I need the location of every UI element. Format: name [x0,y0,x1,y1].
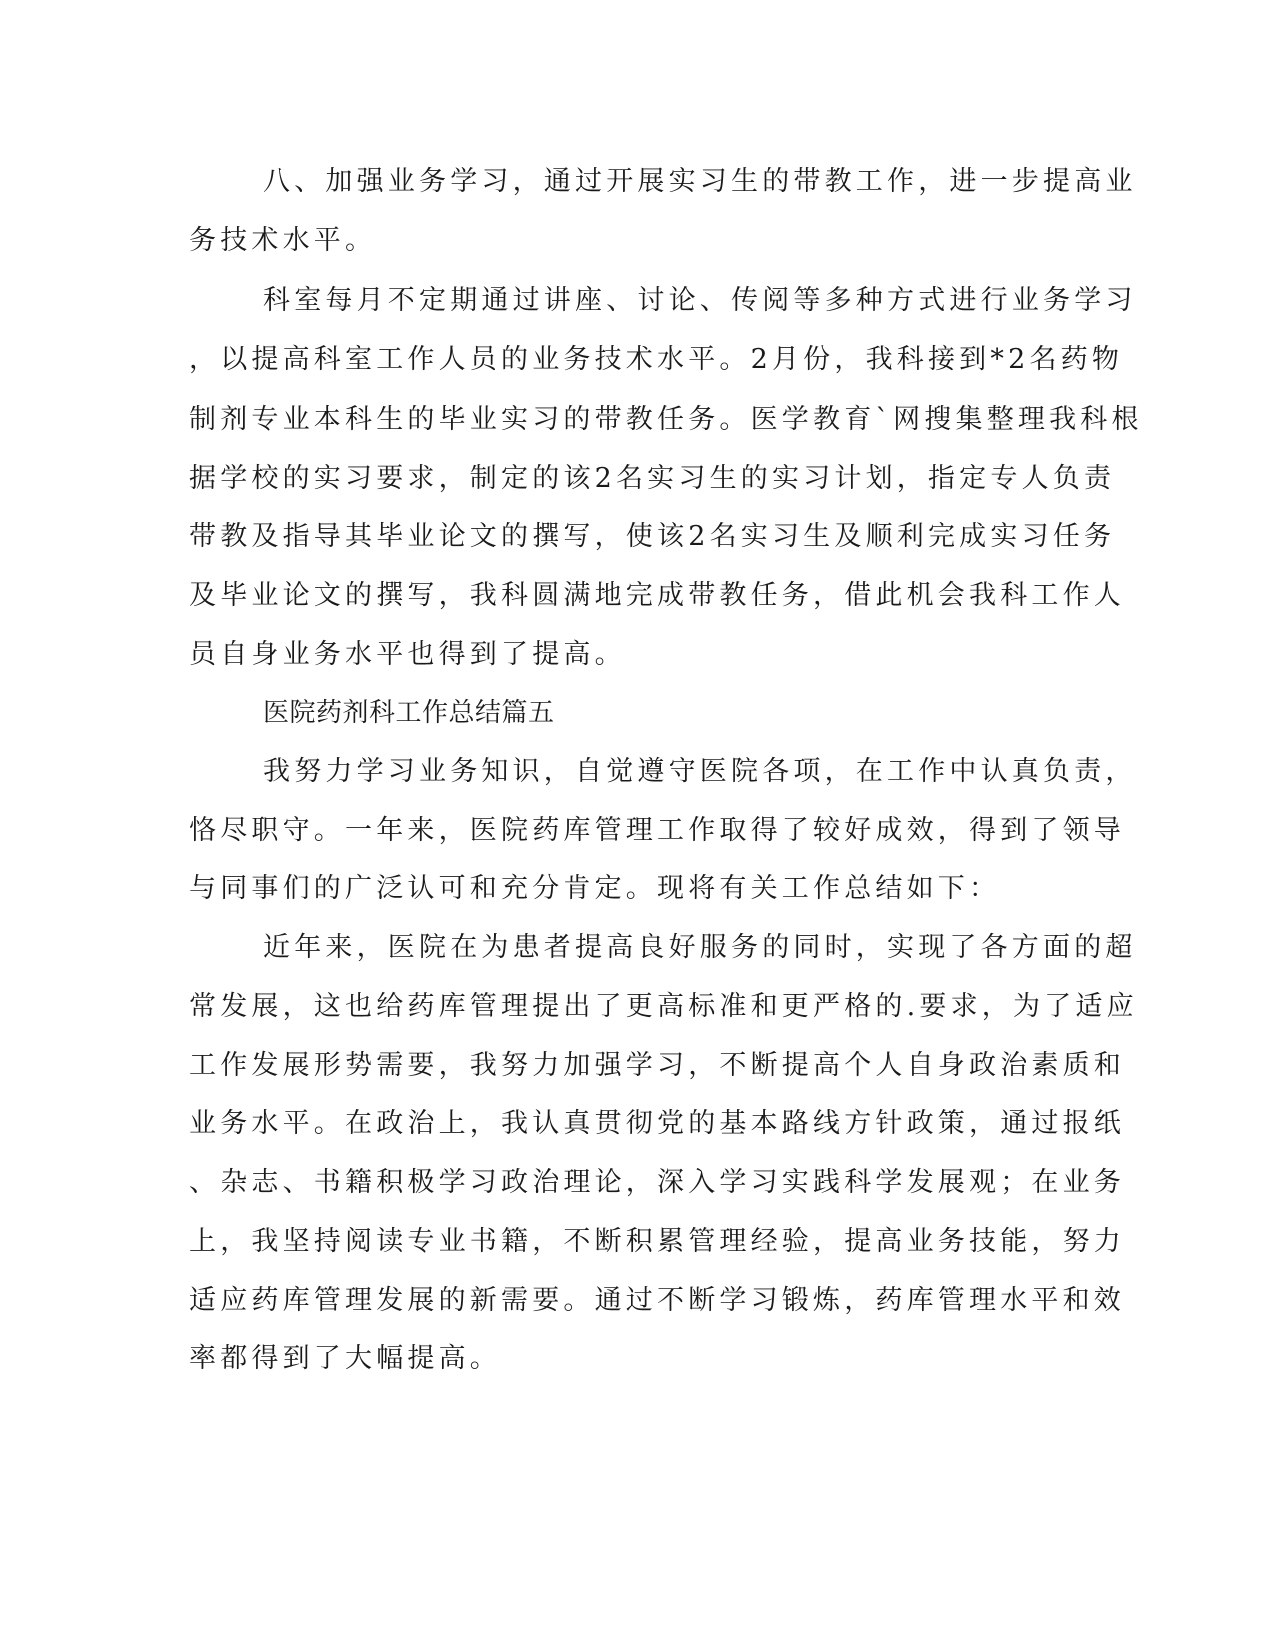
paragraph-8-heading-line-2: 务技术水平。 [189,225,377,256]
paragraph-study-line-1: 科室每月不定期通过讲座、讨论、传阅等多种方式进行业务学习 [263,285,1137,316]
paragraph-intro-line-3: 与同事们的广泛认可和充分肯定。现将有关工作总结如下： [189,873,1001,904]
paragraph-development-line-5: 、杂志、书籍积极学习政治理论，深入学习实践科学发展观；在业务 [189,1167,1125,1198]
paragraph-intro-line-1: 我努力学习业务知识，自觉遵守医院各项，在工作中认真负责， [263,756,1137,787]
paragraph-study-line-3: 制剂专业本科生的毕业实习的带教任务。医学教育`网搜集整理我科根 [189,404,1143,435]
paragraph-development-line-6: 上，我坚持阅读专业书籍，不断积累管理经验，提高业务技能，努力 [189,1226,1125,1257]
paragraph-study-line-4: 据学校的实习要求，制定的该2名实习生的实习计划，指定专人负责 [189,463,1116,494]
paragraph-study-line-5: 带教及指导其毕业论文的撰写，使该2名实习生及顺利完成实习任务 [189,521,1116,552]
paragraph-8-heading-line-1: 八、加强业务学习，通过开展实习生的带教工作，进一步提高业 [263,166,1137,197]
paragraph-study-line-7: 员自身业务水平也得到了提高。 [189,639,626,670]
paragraph-development-line-2: 常发展，这也给药库管理提出了更高标准和更严格的.要求，为了适应 [189,991,1138,1022]
section-title: 医院药剂科工作总结篇五 [263,698,555,728]
paragraph-development-line-7: 适应药库管理发展的新需要。通过不断学习锻炼，药库管理水平和效 [189,1285,1125,1316]
paragraph-study-line-6: 及毕业论文的撰写，我科圆满地完成带教任务，借此机会我科工作人 [189,580,1125,611]
paragraph-study-line-2: ，以提高科室工作人员的业务技术水平。2月份，我科接到*2名药物 [189,344,1124,375]
paragraph-intro-line-2: 恪尽职守。一年来，医院药库管理工作取得了较好成效，得到了领导 [189,815,1125,846]
paragraph-development-line-8: 率都得到了大幅提高。 [189,1343,501,1374]
paragraph-development-line-4: 业务水平。在政治上，我认真贯彻党的基本路线方针政策，通过报纸 [189,1108,1125,1139]
paragraph-development-line-1: 近年来，医院在为患者提高良好服务的同时，实现了各方面的超 [263,932,1137,963]
paragraph-development-line-3: 工作发展形势需要，我努力加强学习，不断提高个人自身政治素质和 [189,1050,1125,1081]
